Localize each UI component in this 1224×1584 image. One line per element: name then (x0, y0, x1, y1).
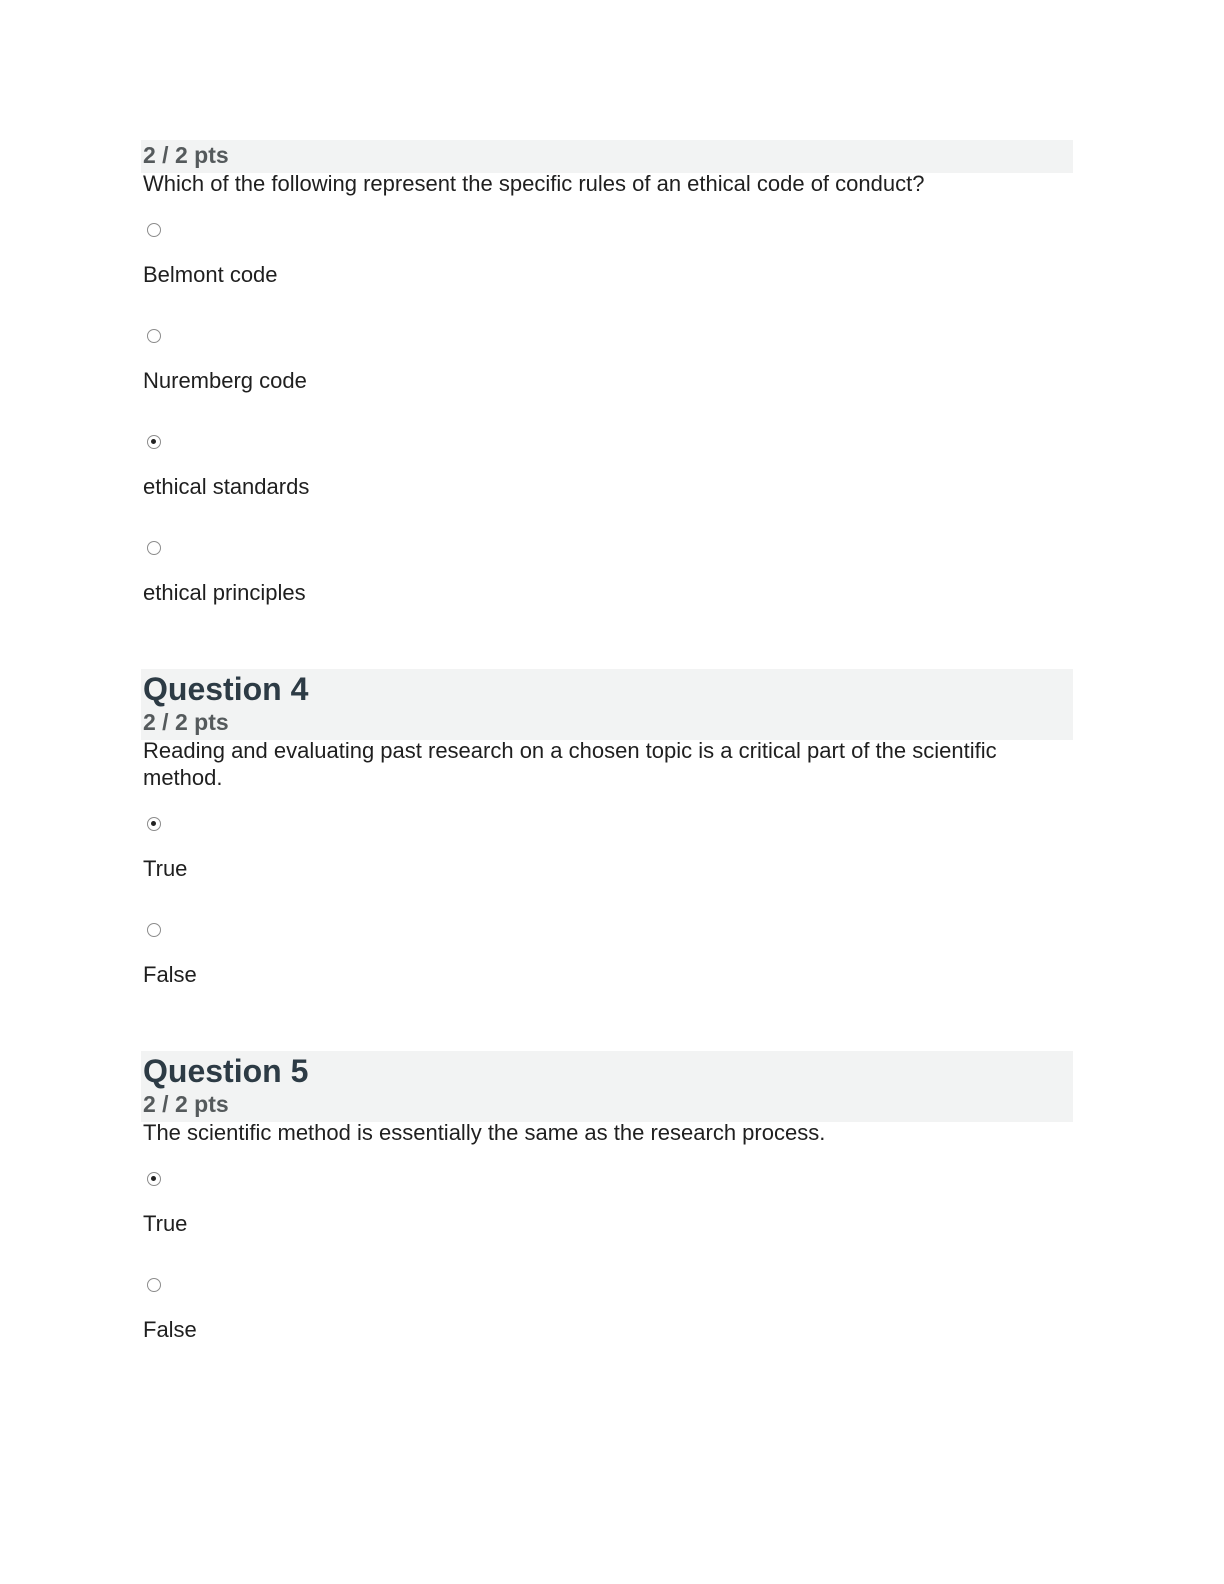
question-text: The scientific method is essentially the same as the research process. (143, 1120, 826, 1145)
answer-option[interactable] (143, 1269, 1073, 1375)
answer-option[interactable] (143, 914, 1073, 1020)
radio-button[interactable] (147, 541, 161, 555)
question-text: Which of the following represent the specific rules of an ethical code of conduct? (143, 171, 925, 196)
answer-option[interactable] (143, 320, 1073, 426)
radio-button-selected[interactable] (147, 817, 161, 831)
question-5 (141, 1051, 1073, 1375)
radio-button[interactable] (147, 923, 161, 937)
answer-label: True (143, 856, 188, 881)
answer-option[interactable] (143, 214, 1073, 320)
question-4 (141, 669, 1073, 1020)
answer-label: False (143, 1317, 197, 1342)
question-text: Reading and evaluating past research on a chosen topic is a critical part of the scientific method. (143, 738, 997, 790)
radio-button[interactable] (147, 329, 161, 343)
answer-label: Nuremberg code (143, 368, 307, 393)
question-points: 2 / 2 pts (143, 142, 229, 168)
answer-label: ethical standards (143, 474, 310, 499)
answer-label: Belmont code (143, 262, 278, 287)
answer-list (141, 1163, 1073, 1375)
question-header (141, 669, 1073, 740)
answer-option[interactable] (143, 808, 1073, 914)
radio-button[interactable] (147, 1278, 161, 1292)
radio-button[interactable] (147, 223, 161, 237)
answer-list (141, 808, 1073, 1020)
answer-label: True (143, 1211, 188, 1236)
answer-option[interactable] (143, 532, 1073, 638)
question-title: Question 4 (143, 671, 309, 707)
question-title: Question 5 (143, 1053, 309, 1089)
answer-label: False (143, 962, 197, 987)
radio-button-selected[interactable] (147, 435, 161, 449)
answer-option[interactable] (143, 1163, 1073, 1269)
answer-label: ethical principles (143, 580, 306, 605)
answer-list (141, 214, 1073, 638)
answer-option[interactable] (143, 426, 1073, 532)
radio-button-selected[interactable] (147, 1172, 161, 1186)
question-points: 2 / 2 pts (143, 1091, 229, 1117)
question-header (141, 140, 1073, 173)
question-header (141, 1051, 1073, 1122)
question-3 (141, 140, 1073, 638)
question-points: 2 / 2 pts (143, 709, 229, 735)
